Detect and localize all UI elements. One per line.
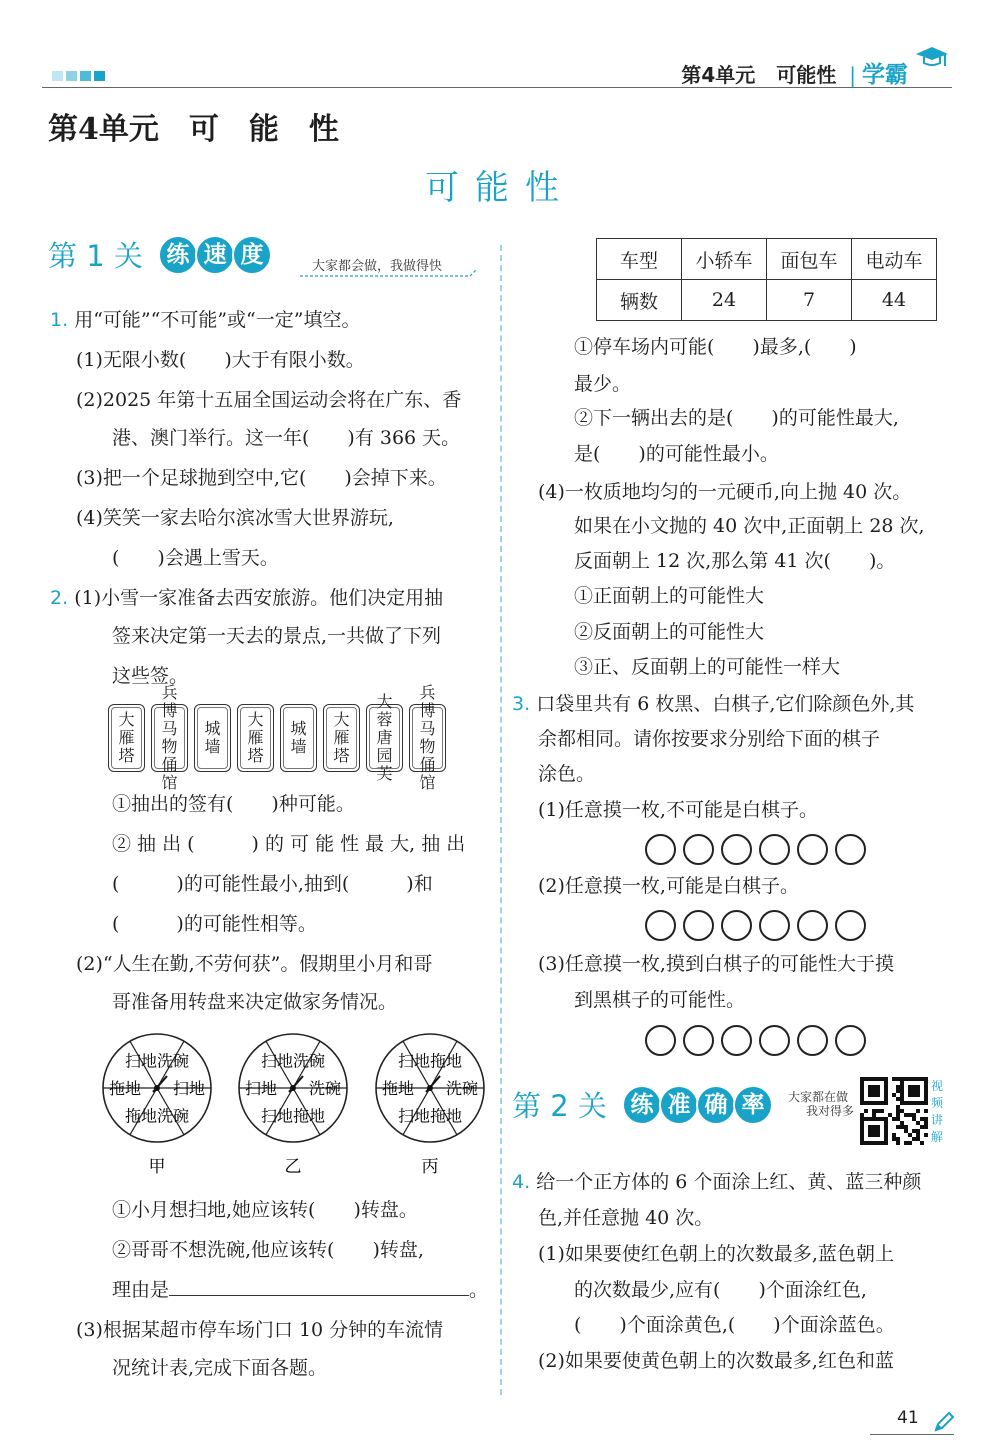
header-decoration xyxy=(52,66,108,76)
badge-char: 度 xyxy=(232,235,272,275)
badge-char: 率 xyxy=(733,1085,773,1125)
period: 。 xyxy=(469,1279,489,1301)
spinner-2 xyxy=(239,1034,347,1177)
spinner-label: 乙 xyxy=(284,1157,302,1177)
chess-piece[interactable] xyxy=(721,1025,752,1056)
q1-part1: (1)无限小数( )大于有限小数。 xyxy=(76,349,365,371)
q3-line1 xyxy=(512,690,914,718)
chess-piece[interactable] xyxy=(683,1025,714,1056)
chess-piece[interactable] xyxy=(797,1025,828,1056)
lottery-slip-text: 城 墙 xyxy=(283,707,314,769)
q4-stem-b: 色,并任意抛 40 次。 xyxy=(538,1207,714,1229)
spinner-sector-label: 扫地 xyxy=(260,1051,294,1071)
q4-part2: (2)如果要使黄色朝上的次数最多,红色和蓝 xyxy=(538,1350,894,1372)
q3-stem-c: 涂色。 xyxy=(538,763,596,785)
chess-piece-set-3[interactable] xyxy=(645,1025,866,1056)
q2-part3-line1: (3)根据某超市停车场门口 10 分钟的车流情 xyxy=(76,1319,444,1341)
chess-piece[interactable] xyxy=(759,1025,790,1056)
q2-part2-sub2-line2 xyxy=(112,1276,488,1304)
level2-name: 第 2 关 xyxy=(512,1089,607,1123)
level2-badge xyxy=(622,1085,770,1125)
q3-part2: (2)任意摸一枚,可能是白棋子。 xyxy=(538,875,799,897)
lottery-slips xyxy=(108,683,446,792)
chess-piece[interactable] xyxy=(797,910,828,941)
q2-line1 xyxy=(50,584,443,612)
lottery-slip xyxy=(237,704,274,772)
lottery-slip xyxy=(194,704,231,772)
badge-char: 速 xyxy=(195,235,235,275)
q2-part1-line2: 签来决定第一天去的景点,一共做了下列 xyxy=(112,625,442,647)
column-divider xyxy=(500,245,502,1395)
badge-char: 练 xyxy=(158,235,198,275)
q2-sub2-line3: ( )的可能性相等。 xyxy=(112,913,317,935)
q2-part4-line1: (4)一枚质地均匀的一元硬币,向上抛 40 次。 xyxy=(538,481,912,503)
section-title: 可能性 xyxy=(425,168,575,208)
lottery-slip-text: 大 雁 塔 xyxy=(326,707,357,769)
video-explanation-label: 视频讲解 xyxy=(931,1079,944,1144)
q4-part1-line3: ( )个面涂黄色,( )个面涂蓝色。 xyxy=(574,1314,895,1336)
lottery-slip xyxy=(366,692,403,783)
pencil-icon xyxy=(932,1410,956,1434)
spinner-diagrams xyxy=(95,1030,500,1180)
q2-part2-line1: (2)“人生在勤,不劳何获”。假期里小月和哥 xyxy=(76,953,433,975)
header-brand: 学霸 xyxy=(862,62,908,88)
spinner-pivot xyxy=(427,1085,433,1091)
lottery-slip xyxy=(108,704,145,772)
unit-title: 第4单元 可 能 性 xyxy=(48,112,339,147)
footer-rule xyxy=(870,1434,954,1435)
chess-piece[interactable] xyxy=(835,1025,866,1056)
spinner-label: 丙 xyxy=(421,1157,439,1177)
q3-part1: (1)任意摸一枚,不可能是白棋子。 xyxy=(538,799,818,821)
q1-stem-line xyxy=(50,306,360,334)
spinner-1 xyxy=(103,1034,211,1177)
page-number: 41 xyxy=(897,1408,919,1428)
header-unit: 第4单元 xyxy=(681,63,756,87)
q2-number: 2. xyxy=(50,587,69,609)
q2-sub2-line1: ② 抽 出 ( ) 的 可 能 性 最 大, 抽 出 xyxy=(112,833,466,855)
spinner-sector-label: 拖地 xyxy=(381,1079,415,1098)
reason-answer-line[interactable] xyxy=(169,1277,469,1296)
spinner-pivot xyxy=(290,1085,296,1091)
option-1: ①正面朝上的可能性大 xyxy=(574,585,765,607)
chess-piece[interactable] xyxy=(645,910,676,941)
level2-note-1: 大家都在做 xyxy=(788,1090,849,1104)
spinner-label: 甲 xyxy=(148,1157,166,1177)
spinner-sector-label: 拖地 xyxy=(429,1106,463,1126)
q1-part2-line1: (2)2025 年第十五届全国运动会将在广东、香 xyxy=(76,389,462,411)
lottery-slip xyxy=(409,683,446,792)
table-cell: 24 xyxy=(682,280,767,321)
chess-piece[interactable] xyxy=(645,834,676,865)
q2-part4-line3: 反面朝上 12 次,那么第 41 次( )。 xyxy=(574,550,896,572)
spinner-sector-label: 拖地 xyxy=(292,1106,326,1126)
q3-number: 3. xyxy=(512,693,531,715)
q2-part3-sub1-line1: ①停车场内可能( )最多,( ) xyxy=(574,336,857,358)
chess-piece[interactable] xyxy=(721,834,752,865)
q2-part1-line3: 这些签。 xyxy=(112,665,189,687)
q2-part1-line1: (1)小雪一家准备去西安旅游。他们决定用抽 xyxy=(74,587,444,609)
spinner-sector-label: 扫地 xyxy=(124,1051,158,1071)
chess-piece[interactable] xyxy=(797,834,828,865)
chess-piece[interactable] xyxy=(683,834,714,865)
q2-sub2-line2: ( )的可能性最小,抽到( )和 xyxy=(112,873,433,895)
chess-piece[interactable] xyxy=(835,910,866,941)
q2-part4-line2: 如果在小文抛的 40 次中,正面朝上 28 次, xyxy=(574,515,925,537)
badge-char: 准 xyxy=(659,1085,699,1125)
chess-piece[interactable] xyxy=(759,834,790,865)
reason-label: 理由是 xyxy=(112,1279,170,1301)
spinner-sector-label: 扫地 xyxy=(244,1079,278,1098)
option-2: ②反面朝上的可能性大 xyxy=(574,621,765,643)
level1-underline xyxy=(298,268,480,280)
header-rule xyxy=(42,87,952,88)
q3-part3-line2: 到黑棋子的可能性。 xyxy=(574,989,746,1011)
table-cell: 7 xyxy=(767,280,852,321)
q4-part1-line2: 的次数最少,应有( )个面涂红色, xyxy=(574,1279,867,1301)
q2-part3-sub1-line2: 最少。 xyxy=(574,373,632,395)
q3-stem-a: 口袋里共有 6 枚黑、白棋子,它们除颜色外,其 xyxy=(536,693,915,715)
q2-part3-sub2-line2: 是( )的可能性最小。 xyxy=(574,443,779,465)
chess-piece[interactable] xyxy=(721,910,752,941)
lottery-slip-text: 大 雁 塔 xyxy=(240,707,271,769)
q2-part3-line2: 况统计表,完成下面各题。 xyxy=(112,1357,328,1379)
spinner-sector-label: 洗碗 xyxy=(156,1051,190,1071)
q1-stem: 用“可能”“不可能”或“一定”填空。 xyxy=(74,309,361,331)
spinner-sector-label: 扫地 xyxy=(172,1079,206,1098)
badge-char: 确 xyxy=(696,1085,736,1125)
spinner-sector-label: 洗碗 xyxy=(292,1051,326,1071)
table-cell: 44 xyxy=(852,280,937,321)
q2-part2-sub2-line1: ②哥哥不想洗碗,他应该转( )转盘, xyxy=(112,1239,424,1261)
level1-badge xyxy=(158,235,269,275)
option-3: ③正、反面朝上的可能性一样大 xyxy=(574,656,841,678)
spinner-sector-label: 扫地 xyxy=(260,1106,294,1126)
spinner-sector-label: 洗碗 xyxy=(308,1079,342,1098)
running-header: 第4单元 可能性 | 学霸 xyxy=(681,62,908,88)
chess-piece-set-2[interactable] xyxy=(645,910,866,941)
level1-heading xyxy=(48,234,269,275)
lottery-slip xyxy=(151,683,188,792)
lottery-slip-text: 大 雁 塔 xyxy=(111,707,142,769)
table-cell: 面包车 xyxy=(767,239,852,280)
q2-part2-sub1: ①小月想扫地,她应该转( )转盘。 xyxy=(112,1199,418,1221)
chess-piece[interactable] xyxy=(683,910,714,941)
level1-name: 第 1 关 xyxy=(48,239,143,273)
header-topic: 可能性 xyxy=(776,63,837,87)
table-header-row xyxy=(597,239,937,280)
q1-part3: (3)把一个足球抛到空中,它( )会掉下来。 xyxy=(76,467,447,489)
spinner-3 xyxy=(376,1034,484,1177)
car-statistics-table xyxy=(596,238,937,321)
q1-part4-line2: ( )会遇上雪天。 xyxy=(112,547,279,569)
qr-code-icon[interactable] xyxy=(860,1077,928,1145)
table-cell: 小轿车 xyxy=(682,239,767,280)
badge-char: 练 xyxy=(622,1085,662,1125)
lottery-slip-text: 城 墙 xyxy=(197,707,228,769)
lottery-slip xyxy=(280,704,317,772)
chess-piece-set-1[interactable] xyxy=(645,834,866,865)
graduation-cap-icon xyxy=(912,42,950,72)
spinner-sector-label: 洗碗 xyxy=(156,1106,190,1126)
q2-part2-line2: 哥准备用转盘来决定做家务情况。 xyxy=(112,991,398,1013)
chess-piece[interactable] xyxy=(759,910,790,941)
q4-part1-line1: (1)如果要使红色朝上的次数最多,蓝色朝上 xyxy=(538,1243,894,1265)
table-cell: 辆数 xyxy=(597,280,682,321)
q3-part3-line1: (3)任意摸一枚,摸到白棋子的可能性大于摸 xyxy=(538,953,894,975)
spinner-sector-label: 扫地 xyxy=(397,1106,431,1126)
table-cell: 车型 xyxy=(597,239,682,280)
lottery-slip-text: 兵博 马物 俑馆 xyxy=(154,707,185,769)
q4-number: 4. xyxy=(512,1171,531,1193)
q2-part3-sub2-line1: ②下一辆出去的是( )的可能性最大, xyxy=(574,407,899,429)
level2-heading xyxy=(512,1084,770,1125)
level2-note-2: 我对得多 xyxy=(806,1104,855,1118)
table-cell: 电动车 xyxy=(852,239,937,280)
chess-piece[interactable] xyxy=(835,834,866,865)
spinner-sector-label: 扫地 xyxy=(397,1051,431,1071)
spinner-sector-label: 拖地 xyxy=(108,1079,142,1098)
spinner-sector-label: 拖地 xyxy=(429,1051,463,1071)
chess-piece[interactable] xyxy=(645,1025,676,1056)
q4-stem-a: 给一个正方体的 6 个面涂上红、黄、蓝三种颜 xyxy=(536,1171,922,1193)
q1-part4-line1: (4)笑笑一家去哈尔滨冰雪大世界游玩, xyxy=(76,507,394,529)
lottery-slip xyxy=(323,704,360,772)
level1-note: 大家都会做，我做得快 xyxy=(312,259,443,274)
q4-line1 xyxy=(512,1168,921,1196)
spinner-sector-label: 拖地 xyxy=(124,1106,158,1126)
q1-part2-line2: 港、澳门举行。这一年( )有 366 天。 xyxy=(112,427,461,449)
lottery-slip-text: 兵博 马物 俑馆 xyxy=(412,707,443,769)
lottery-slip-text: 大蓉 唐园 芙 xyxy=(369,707,400,769)
table-row xyxy=(597,280,937,321)
q3-stem-b: 余都相同。请你按要求分别给下面的棋子 xyxy=(538,728,881,750)
spinner-pivot xyxy=(154,1085,160,1091)
q1-number: 1. xyxy=(50,309,69,331)
spinner-sector-label: 洗碗 xyxy=(445,1079,479,1098)
q2-sub1: ①抽出的签有( )种可能。 xyxy=(112,793,355,815)
